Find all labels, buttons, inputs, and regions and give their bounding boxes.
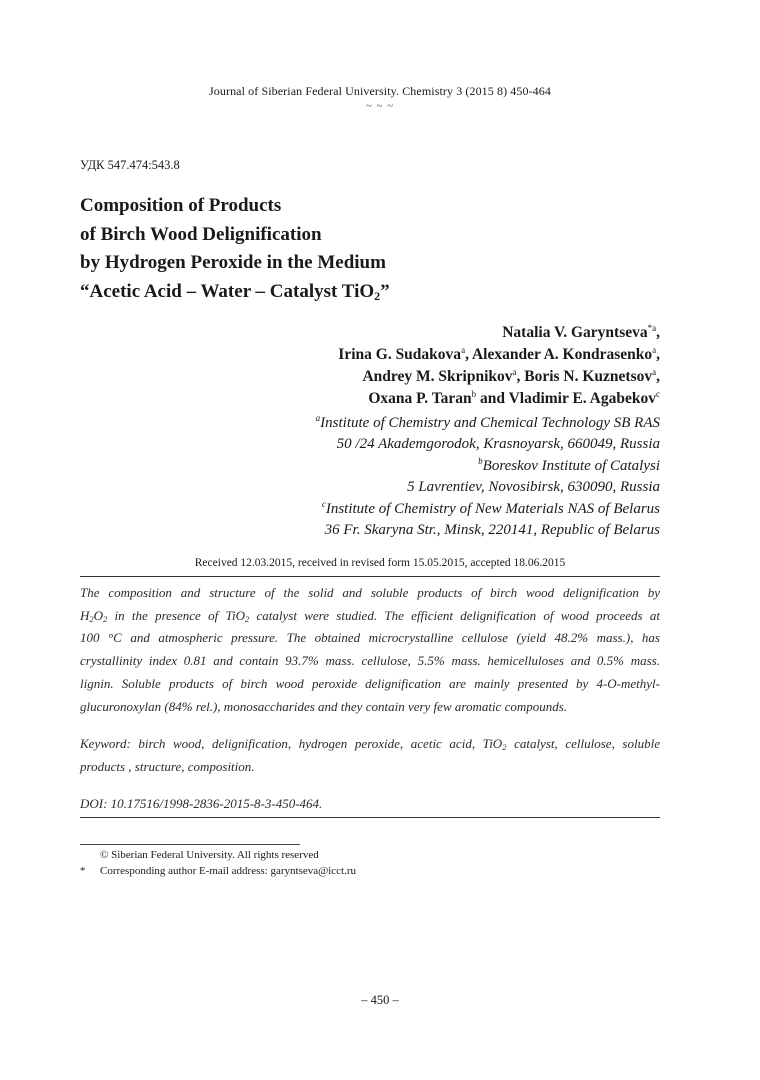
affiliation-name: $^b$Boreskov Institute of Catalysi: [478, 455, 660, 474]
abstract-line: crystallinity index 0.81 and contain 93.7% mass. cellulose, 5.5% mass. hemicelluloses and 0.5% mass.: [80, 653, 660, 669]
affiliation-name: $^a$Institute of Chemistry and Chemical Technology SB RAS: [315, 413, 660, 431]
affiliations: [100, 413, 660, 541]
author-name: Alexander A. Kondrasenko: [471, 346, 653, 363]
abstract-line: The composition and structure of the solid and soluble products of birch wood delignification by: [80, 585, 660, 600]
keywords-line: products , structure, composition.: [80, 758, 255, 774]
affiliation-address: 36 Fr. Skaryna Str., Minsk, 220141, Republic of Belarus: [324, 522, 660, 539]
copyright-note: © Siberian Federal University. All rights reserved: [100, 849, 319, 861]
author-name: Vladimir E. Agabekov: [508, 390, 656, 407]
keywords: [80, 733, 660, 778]
corresponding-author-note: * Corresponding author E-mail address: garyntseva@icct.ru: [80, 864, 357, 877]
author-name: Natalia V. Garyntseva: [502, 324, 648, 341]
abstract-line: glucuronoxylan (84% rel.), monosaccharides and they contain very few aromatic compounds.: [80, 698, 568, 714]
author-line: Irina G. Sudakova$^a$, Alexander A. Kondrasenko$^a$,: [338, 345, 660, 363]
title-line: Composition of Products: [80, 195, 282, 216]
journal-separator: ~ ~ ~: [365, 100, 395, 112]
abstract-line: 100 °C and atmospheric pressure. The obtained microcrystalline cellulose (yield 48.2% mass.), has: [80, 630, 660, 646]
udk-code: УДК 547.474:543.8: [80, 158, 180, 172]
doi: DOI: 10.17516/1998-2836-2015-8-3-450-464.: [80, 796, 323, 811]
abstract-line: $H_2O_2$ in the presence of TiO$_2$ catalyst were studied. The efficient delignification of wood proceeds at: [80, 607, 660, 624]
footnote-rule: [80, 844, 300, 845]
author-line: Andrey M. Skripnikov$^a$, Boris N. Kuznetsov$^a$,: [362, 367, 660, 385]
abstract: [80, 582, 660, 718]
title-line: by Hydrogen Peroxide in the Medium: [80, 252, 386, 273]
abstract-top-rule: [80, 576, 660, 577]
author-list: [100, 322, 660, 410]
keywords-line: Keyword: birch wood, delignification, hydrogen peroxide, acetic acid, TiO$_2$ catalyst, cellulose, soluble: [80, 736, 660, 752]
title-line: of Birch Wood Delignification: [80, 223, 322, 245]
journal-header: Journal of Siberian Federal University. Chemistry 3 (2015 8) 450-464: [209, 84, 551, 98]
footnotes: [80, 848, 356, 879]
paper-title: [80, 192, 640, 306]
title-line: “Acetic Acid – Water – Catalyst TiO$_2$”: [80, 280, 390, 303]
author-line: Natalia V. Garyntseva$^{*a}$,: [502, 323, 660, 341]
author-name: Boris N. Kuznetsov: [524, 368, 653, 385]
received-dates: Received 12.03.2015, received in revised form 15.05.2015, accepted 18.06.2015: [194, 557, 566, 569]
affiliation-name: $^c$Institute of Chemistry of New Materials NAS of Belarus: [321, 498, 660, 517]
author-line: Oxana P. Taran$^b$ and Vladimir E. Agabekov$^c$: [368, 389, 660, 407]
abstract-line: lignin. Soluble products of birch wood peroxide delignification are mainly presented by 4-O-methyl-: [80, 675, 660, 691]
affiliation-address: 50 /24 Akademgorodok, Krasnoyarsk, 660049, Russia: [336, 436, 660, 453]
abstract-bottom-rule: [80, 817, 660, 818]
author-name: Andrey M. Skripnikov: [362, 368, 513, 385]
page-number: – 450 –: [361, 993, 399, 1007]
author-name: Oxana P. Taran: [368, 390, 472, 407]
author-name: Irina G. Sudakova: [338, 346, 462, 363]
affiliation-address: 5 Lavrentiev, Novosibirsk, 630090, Russia: [407, 479, 660, 496]
